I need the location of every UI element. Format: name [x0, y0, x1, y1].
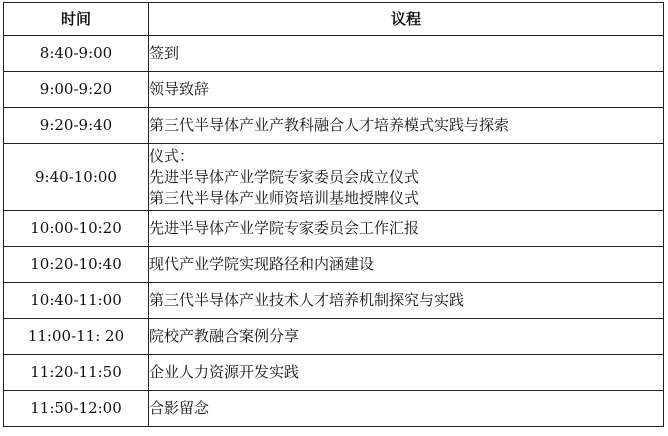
time-cell: 11:00-11: 20 — [4, 319, 149, 355]
agenda-line: 企业人力资源开发实践 — [149, 363, 300, 381]
agenda-table — [3, 2, 664, 427]
agenda-cell — [149, 72, 664, 108]
table-row — [4, 283, 664, 319]
agenda-line: 合影留念 — [149, 399, 210, 417]
header-time: 时间 — [4, 3, 149, 36]
time-cell: 9:20-9:40 — [4, 108, 149, 144]
agenda-line: 仪式： — [149, 146, 195, 165]
agenda-line: 第三代半导体产业技术人才培养机制探究与实践 — [149, 291, 465, 309]
header-row — [4, 3, 664, 36]
agenda-line: 先进半导体产业学院专家委员会工作汇报 — [149, 219, 420, 237]
table-row — [4, 319, 664, 355]
agenda-line: 第三代半导体产业师资培训基地授牌仪式 — [149, 188, 420, 207]
time-cell: 8:40-9:00 — [4, 36, 149, 72]
time-cell: 11:50-12:00 — [4, 391, 149, 427]
agenda-line: 现代产业学院实现路径和内涵建设 — [149, 255, 375, 273]
agenda-line: 第三代半导体产业产教科融合人才培养模式实践与探索 — [149, 116, 510, 134]
agenda-cell — [149, 108, 664, 144]
agenda-cell — [149, 391, 664, 427]
agenda-line: 领导致辞 — [149, 80, 210, 98]
agenda-line: 先进半导体产业学院专家委员会成立仪式 — [149, 167, 420, 186]
table-row — [4, 72, 664, 108]
agenda-cell — [149, 211, 664, 247]
agenda-cell — [149, 355, 664, 391]
agenda-cell — [149, 36, 664, 72]
table-row — [4, 247, 664, 283]
agenda-cell — [149, 319, 664, 355]
table-row — [4, 108, 664, 144]
time-cell: 9:00-9:20 — [4, 72, 149, 108]
time-cell: 11:20-11:50 — [4, 355, 149, 391]
time-cell: 10:00-10:20 — [4, 211, 149, 247]
time-cell: 9:40-10:00 — [4, 144, 149, 211]
time-cell: 10:20-10:40 — [4, 247, 149, 283]
agenda-line: 院校产教融合案例分享 — [149, 327, 300, 345]
agenda-line: 签到 — [149, 44, 180, 62]
table-row — [4, 211, 664, 247]
table-row — [4, 391, 664, 427]
agenda-cell — [149, 283, 664, 319]
table-row — [4, 144, 664, 211]
agenda-cell — [149, 247, 664, 283]
header-agenda: 议程 — [149, 3, 664, 36]
agenda-cell — [149, 144, 664, 211]
time-cell: 10:40-11:00 — [4, 283, 149, 319]
table-row — [4, 36, 664, 72]
table-row — [4, 355, 664, 391]
